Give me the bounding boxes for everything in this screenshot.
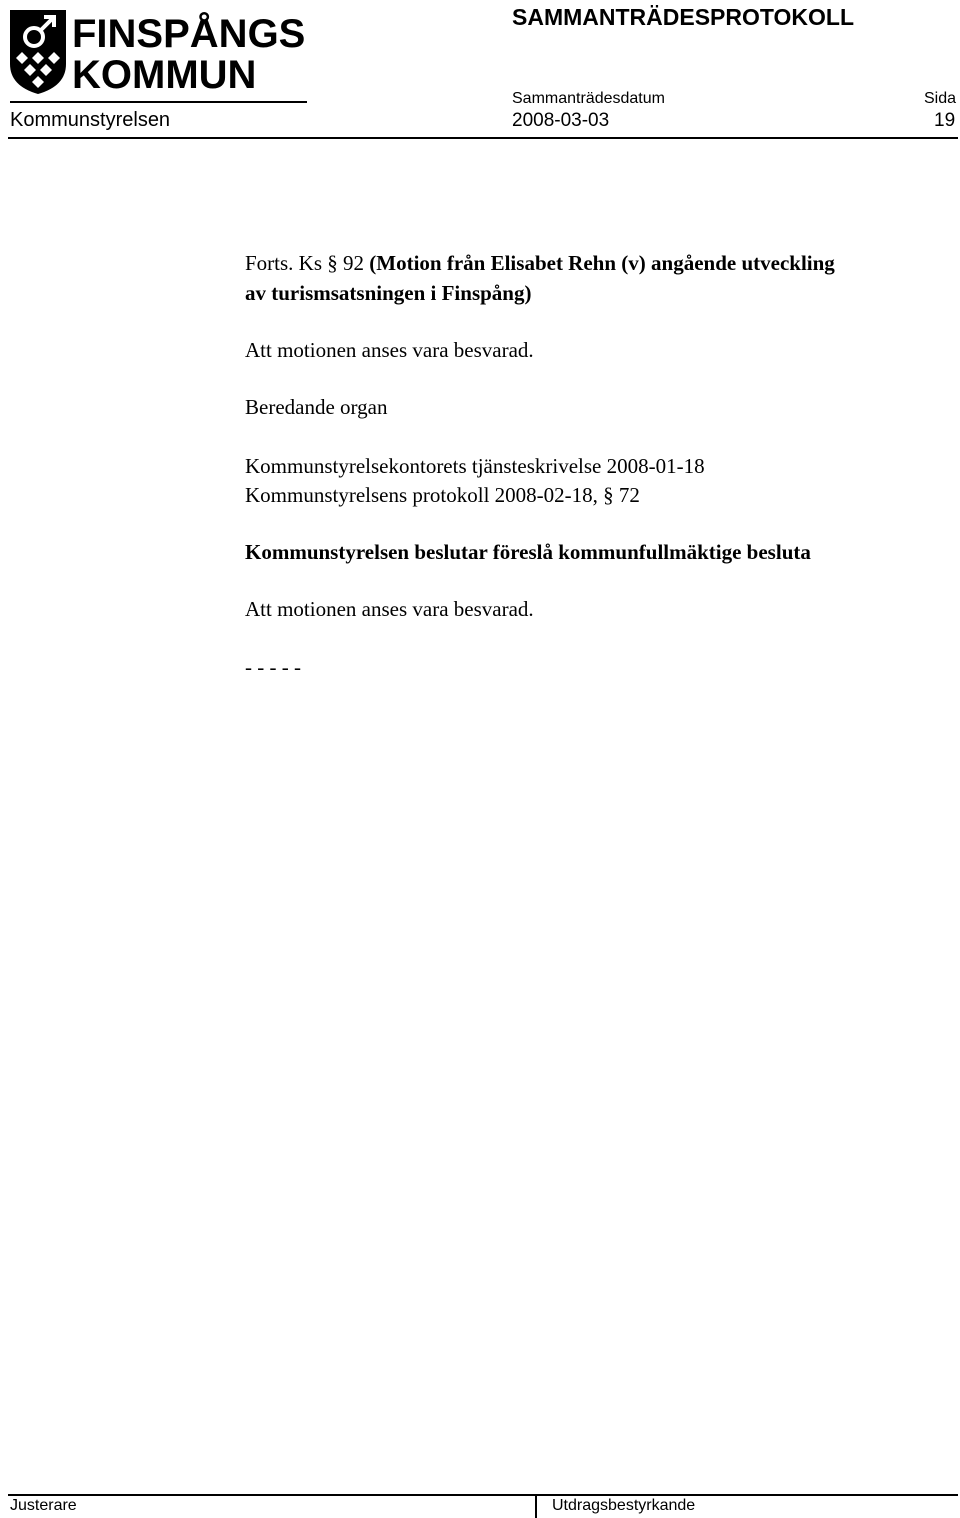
document-type: SAMMANTRÄDESPROTOKOLL — [512, 4, 855, 30]
page-label: Sida — [924, 90, 957, 107]
heading-title-part1: (Motion från Elisabet Rehn (v) angående utveckling — [369, 251, 835, 275]
header-rule — [8, 137, 958, 139]
meeting-date: 2008-03-03 — [512, 110, 610, 131]
coat-of-arms-icon — [10, 10, 66, 94]
page-number: 19 — [934, 110, 956, 131]
footer-divider — [535, 1494, 537, 1518]
organization-name: Kommunstyrelsen — [10, 109, 171, 131]
preparing-doc-2: Kommunstyrelsens protokoll 2008-02-18, § 72 — [245, 483, 640, 507]
end-marker: - - - - - — [245, 655, 301, 679]
logo-line1: FINSPÅNGS — [72, 12, 306, 56]
section-heading-line1 — [245, 248, 835, 278]
logo-line2: KOMMUN — [72, 53, 257, 96]
footer-justerare-label: Justerare — [10, 1497, 77, 1514]
heading-prefix: Forts. Ks § 92 — [245, 251, 370, 275]
footer-rule — [8, 1494, 958, 1496]
finspang-logo — [8, 4, 308, 96]
preparing-doc-1: Kommunstyrelsekontorets tjänsteskrivelse 2008-01-18 — [245, 454, 705, 478]
meeting-date-label: Sammanträdesdatum — [512, 90, 665, 107]
decision-heading: Kommunstyrelsen beslutar föreslå kommunfullmäktige besluta — [245, 540, 811, 564]
logo-underline — [10, 101, 307, 103]
footer-utdrag-label: Utdragsbestyrkande — [552, 1497, 696, 1514]
section-heading-line2: av turismsatsningen i Finspång) — [245, 281, 532, 305]
preparing-body-heading: Beredande organ — [245, 395, 388, 419]
decision-text: Att motionen anses vara besvarad. — [245, 597, 534, 621]
proposal-text: Att motionen anses vara besvarad. — [245, 338, 534, 362]
